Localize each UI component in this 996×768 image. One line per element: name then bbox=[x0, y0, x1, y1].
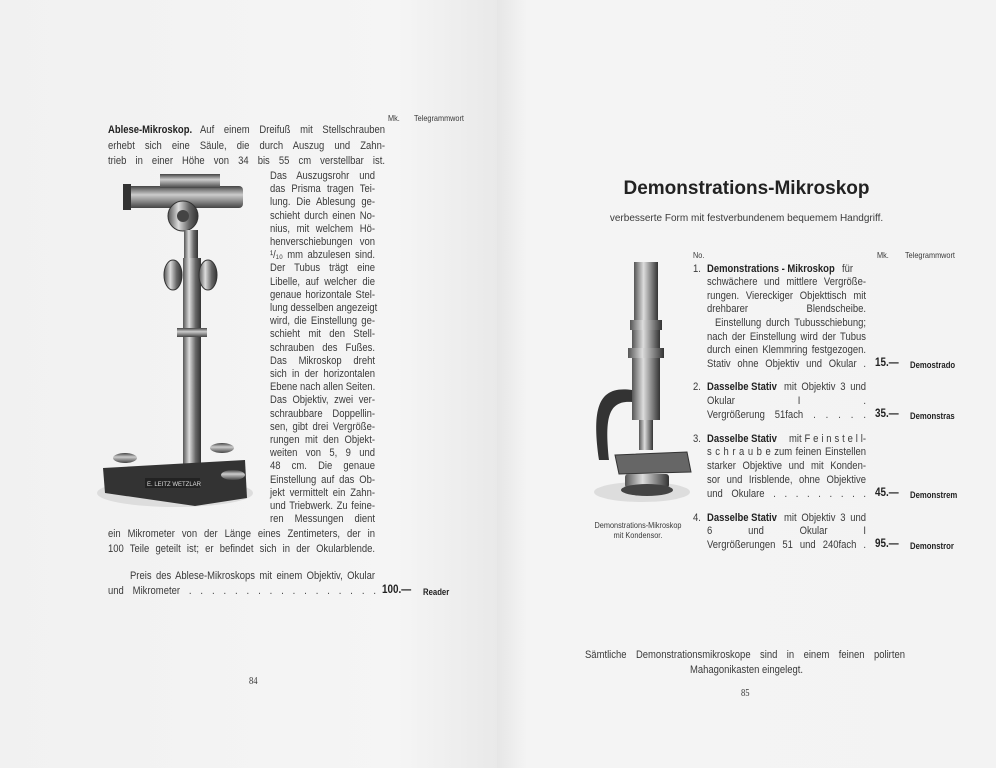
intro-line: Auf einem Dreifuß mit Stellschrauben bbox=[200, 124, 385, 136]
column-line: Das Objektiv, zwei ver- bbox=[270, 394, 375, 407]
column-line: rungen mit den Objekt- bbox=[270, 434, 375, 446]
item-line: starker Objektive und mit Konden- bbox=[707, 460, 866, 472]
column-line: nius, mit welchem Hö- bbox=[270, 222, 375, 235]
item-line: drehbarer Blendscheibe. bbox=[707, 303, 866, 315]
column-line: Einstellung auf das Ob- bbox=[270, 473, 375, 486]
item-number: 4. bbox=[693, 512, 701, 524]
item-line: 6 und Okular I bbox=[707, 525, 866, 537]
item-price: 15.— bbox=[875, 357, 899, 369]
item-line: schwächere und mittlere Vergröße- bbox=[707, 276, 866, 288]
right-page bbox=[497, 0, 996, 768]
intro-line: trieb in einer Höhe von 34 bis 55 cm verstellbar ist. bbox=[108, 155, 385, 167]
column-line: schieht mit den Stell- bbox=[270, 328, 375, 341]
telegram-word: Reader bbox=[423, 587, 450, 597]
maker-label: E. LEITZ WETZLAR bbox=[147, 482, 202, 488]
column-line: sen, gibt drei Vergröße- bbox=[270, 420, 375, 433]
item-name: Demonstrations - Mikroskop bbox=[707, 263, 835, 275]
column-line: jekt vermittelt ein Zahn- bbox=[270, 486, 375, 499]
item-price: 45.— bbox=[875, 487, 899, 499]
item-price: 35.— bbox=[875, 408, 899, 420]
item-line: und Okulare . . . . . . . . . bbox=[707, 488, 866, 500]
item-line: rungen. Viereckiger Objekttisch mit bbox=[707, 290, 866, 302]
closing-line: 100 Teile geteilt ist; er befindet sich in der Okularblende. bbox=[108, 543, 375, 555]
column-line: lung desselben angezeigt bbox=[270, 302, 378, 314]
item-number: 2. bbox=[693, 381, 701, 393]
item-line: durch einen Klemmring festgezogen. bbox=[707, 344, 866, 356]
item-telegram: Demonstras bbox=[910, 411, 955, 421]
column-line: Das Auszugsrohr und bbox=[270, 170, 375, 182]
left-page bbox=[0, 0, 497, 768]
item-line: nach der Einstellung wird der Tubus bbox=[707, 331, 866, 343]
item-telegram: Demonstror bbox=[910, 541, 954, 551]
subtitle: verbesserte Form mit festverbundenem bequemem Handgriff. bbox=[609, 213, 884, 224]
intro-line: erhebt sich eine Säule, die durch Auszug und Zahn- bbox=[108, 140, 385, 152]
entry-heading: Ablese-Mikroskop. bbox=[108, 124, 193, 136]
header-mk: Mk. bbox=[388, 113, 400, 123]
column-line: Ebene nach allen Seiten. bbox=[270, 381, 376, 394]
page-title: Demonstrations-Mikroskop bbox=[623, 178, 870, 199]
item-line: für bbox=[842, 263, 854, 275]
column-line: wird, die Einstellung ge- bbox=[270, 315, 375, 328]
header-telegram: Telegrammwort bbox=[414, 113, 464, 123]
demonstration-microscope-illustration bbox=[587, 260, 697, 505]
item-line: Okular I . bbox=[707, 395, 866, 407]
item-line: mit Objektiv 3 und bbox=[784, 381, 866, 393]
item-line: Einstellung durch Tubusschiebung; bbox=[715, 317, 866, 329]
column-line: Libelle, auf welcher die bbox=[270, 275, 375, 288]
column-line: sich in der horizontalen bbox=[270, 368, 375, 380]
item-name: Dasselbe Stativ bbox=[707, 381, 777, 393]
item-number: 1. bbox=[693, 263, 701, 275]
item-price: 95.— bbox=[875, 538, 899, 550]
column-line: genaue horizontale Stel- bbox=[270, 288, 375, 301]
page-number: 85 bbox=[741, 688, 750, 699]
price-line: und Mikrometer . . . . . . . . . . . . . . . . . bbox=[108, 585, 376, 597]
item-telegram: Demonstrem bbox=[910, 490, 958, 500]
column-line: weiten von 5, 9 und bbox=[270, 447, 375, 460]
item-name: Dasselbe Stativ bbox=[707, 512, 777, 524]
caption-line: Demonstrations-Mikroskop bbox=[594, 520, 682, 530]
item-telegram: Demostrado bbox=[910, 360, 956, 370]
column-line: Das Mikroskop dreht bbox=[270, 354, 375, 367]
item-line: sor und Irisblende, ohne Objektive bbox=[707, 474, 866, 486]
column-line: ¹/₁₀ mm abzulesen sind. bbox=[270, 249, 375, 262]
column-line: 48 cm. Die genaue bbox=[270, 460, 375, 473]
footer-line: Sämtliche Demonstrationsmikroskope sind in einem feinen polirten bbox=[585, 649, 905, 661]
price-line: Preis des Ablese-Mikroskops mit einem Objektiv, Okular bbox=[130, 570, 375, 582]
column-line: Der Tubus trägt eine bbox=[270, 262, 375, 275]
column-line: schieht durch einen No- bbox=[270, 209, 375, 222]
item-line: mit Objektiv 3 und bbox=[784, 512, 866, 524]
header-no: No. bbox=[693, 250, 705, 260]
column-line: und Triebwerk. Zu feine- bbox=[270, 500, 375, 512]
item-name: Dasselbe Stativ bbox=[707, 433, 777, 445]
item-line: mit F e i n s t e l l- bbox=[789, 433, 866, 445]
column-line: schrauben des Fußes. bbox=[270, 341, 375, 354]
item-number: 3. bbox=[693, 433, 701, 445]
footer-line: Mahagonikasten eingelegt. bbox=[689, 664, 804, 676]
column-line: ren Messungen dient bbox=[270, 513, 375, 526]
item-line: Stativ ohne Objektiv und Okular . bbox=[707, 358, 866, 370]
page-number: 84 bbox=[249, 676, 258, 687]
column-line: lung. Die Ablesung ge- bbox=[270, 196, 375, 209]
header-telegram: Telegrammwort bbox=[905, 250, 955, 260]
price: 100.— bbox=[382, 584, 412, 596]
item-line: Vergrößerung 51fach . . . . . bbox=[707, 409, 866, 421]
column-line: schraubbare Doppellin- bbox=[270, 407, 375, 420]
column-line: henverschiebungen von bbox=[270, 236, 375, 248]
item-line: s c h r a u b e zum feinen Einstellen bbox=[707, 446, 866, 458]
closing-line: ein Mikrometer von der Länge eines Zentimeters, der in bbox=[108, 528, 375, 540]
header-mk: Mk. bbox=[877, 250, 889, 260]
item-line: Vergrößerungen 51 und 240fach . bbox=[707, 539, 866, 551]
caption-line: mit Kondensor. bbox=[613, 530, 663, 540]
ablese-microscope-illustration bbox=[95, 168, 255, 513]
column-line: das Prisma tragen Tei- bbox=[270, 183, 375, 196]
